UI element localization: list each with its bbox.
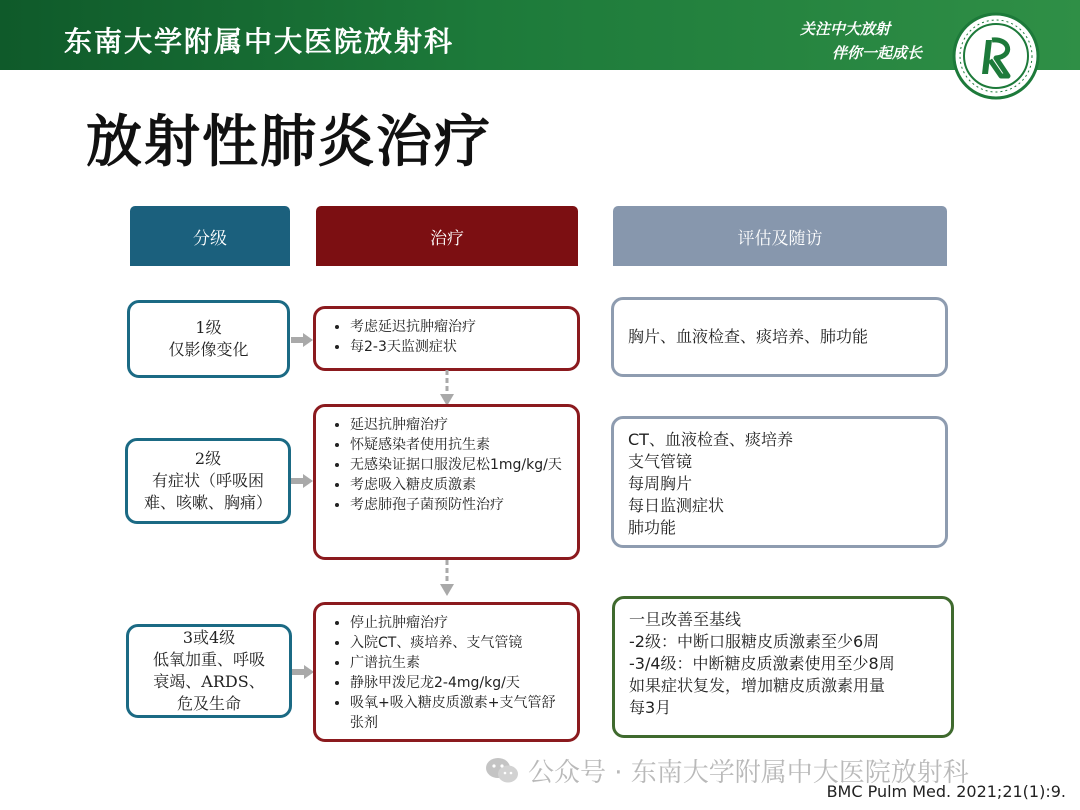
grade-box-1	[127, 300, 290, 378]
column-header-treatment: 治疗	[316, 206, 578, 266]
arrow-down-icon	[440, 370, 454, 406]
grade-line: 2级	[194, 449, 222, 468]
evaluation-line: 如果症状复发，增加糖皮质激素用量	[629, 676, 886, 695]
treatment-list	[328, 613, 567, 733]
treatment-item: • 延迟抗肿瘤治疗	[350, 415, 567, 435]
arrow-down-icon	[440, 560, 454, 596]
column-header-evaluation: 评估及随访	[613, 206, 947, 266]
watermark-text: 公众号 · 东南大学附属中大医院放射科	[528, 758, 969, 788]
treatment-box-3	[313, 602, 580, 742]
grade-box-3	[126, 624, 292, 718]
wechat-icon	[484, 756, 520, 786]
treatment-item: • 吸氧+吸入糖皮质激素+支气管舒张剂	[350, 693, 567, 733]
evaluation-line: -2级：中断口服糖皮质激素至少6周	[629, 632, 880, 651]
header-bar	[0, 0, 1080, 70]
treatment-item: • 静脉甲泼尼龙2-4mg/kg/天	[350, 673, 567, 693]
evaluation-line: 每周胸片	[628, 474, 693, 493]
arrow-right-icon	[291, 333, 313, 347]
treatment-item: • 怀疑感染者使用抗生素	[350, 435, 567, 455]
evaluation-line: 支气管镜	[628, 452, 693, 471]
treatment-box-1	[313, 306, 580, 371]
grade-box-2	[125, 438, 291, 524]
slogan-line-1: 关注中大放射	[799, 20, 890, 38]
treatment-item: • 考虑吸入糖皮质激素	[350, 475, 567, 495]
arrow-right-icon	[292, 665, 314, 679]
evaluation-line: 胸片、血液检查、痰培养、肺功能	[628, 327, 869, 346]
grade-line: 1级	[195, 318, 222, 337]
grade-line: 低氧加重、呼吸	[152, 650, 265, 669]
grade-line: 仅影像变化	[168, 340, 249, 359]
treatment-item: • 停止抗肿瘤治疗	[350, 613, 567, 633]
evaluation-box-1	[611, 297, 948, 377]
treatment-item: • 考虑肺孢子菌预防性治疗	[350, 495, 567, 515]
grade-line: 有症状（呼吸困	[151, 471, 264, 490]
evaluation-line: 每日监测症状	[628, 496, 725, 515]
treatment-item: • 入院CT、痰培养、支气管镜	[350, 633, 567, 653]
evaluation-line: CT、血液检查、痰培养	[628, 430, 793, 449]
slogan-line-2: 伴你一起成长	[831, 44, 922, 62]
grade-line: 危及生命	[176, 694, 241, 713]
evaluation-line: 一旦改善至基线	[629, 610, 742, 629]
treatment-item: • 无感染证据口服泼尼松1mg/kg/天	[350, 455, 567, 475]
hospital-department-title: 东南大学附属中大医院放射科	[64, 25, 455, 58]
treatment-list	[328, 317, 567, 357]
citation: BMC Pulm Med. 2021;21(1):9.	[826, 782, 1066, 801]
evaluation-line: -3/4级：中断糖皮质激素使用至少8周	[629, 654, 895, 673]
hospital-logo-icon	[952, 12, 1040, 100]
evaluation-line: 肺功能	[628, 518, 677, 537]
grade-line: 难、咳嗽、胸痛）	[143, 493, 272, 512]
arrow-right-icon	[291, 474, 313, 488]
treatment-box-2	[313, 404, 580, 560]
grade-line: 衰竭、ARDS、	[153, 672, 265, 691]
evaluation-box-2	[611, 416, 948, 548]
evaluation-line: 每3月	[629, 698, 672, 717]
treatment-item: • 广谱抗生素	[350, 653, 567, 673]
evaluation-box-3	[612, 596, 954, 738]
grade-line: 3或4级	[182, 628, 236, 647]
column-header-grade: 分级	[130, 206, 290, 266]
treatment-item: • 每2-3天监测症状	[350, 337, 567, 357]
treatment-item: • 考虑延迟抗肿瘤治疗	[350, 317, 567, 337]
treatment-list	[328, 415, 567, 515]
page-title: 放射性肺炎治疗	[86, 110, 492, 175]
